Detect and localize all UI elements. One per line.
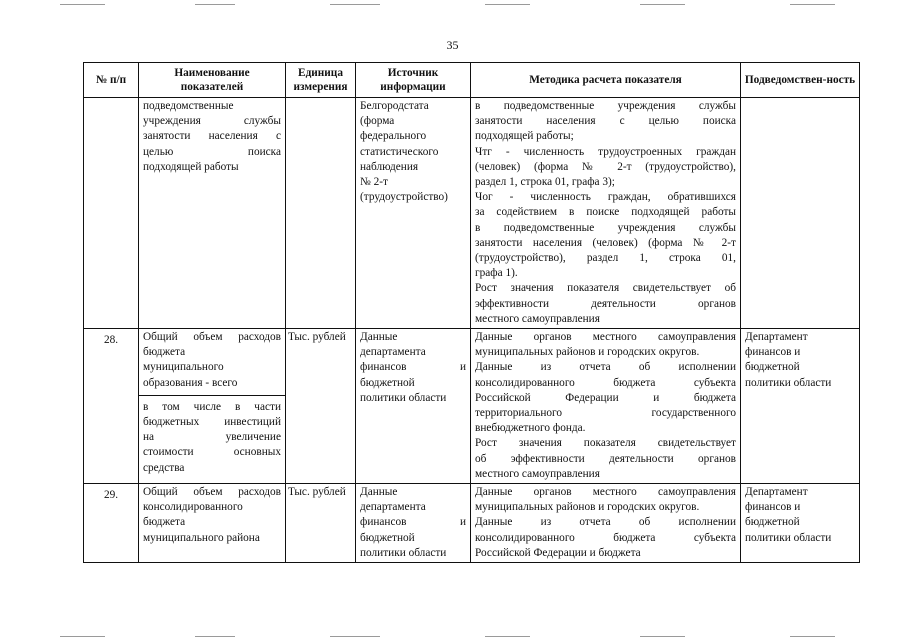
method-text [475, 330, 736, 482]
method-text [475, 485, 736, 561]
text-line: в том числе в части [143, 400, 281, 413]
text-line: занятости населения с целью поиска [475, 115, 736, 128]
scan-edge-mark [195, 4, 235, 5]
text-line: подходящей работы [143, 160, 239, 173]
text-line: № 2-т [360, 176, 388, 189]
text-line: консолидированного бюджета субъекта [475, 376, 736, 389]
page-number: 35 [446, 38, 459, 52]
indicators-table [83, 62, 860, 563]
name-subsection [139, 395, 285, 476]
subordination-text [745, 485, 855, 546]
text-line: Департамент [745, 331, 808, 344]
text-line: бюджетной [745, 361, 800, 374]
header-method: Методика расчета показателя [471, 63, 741, 98]
text-line: Рост значения показателя свидетельствует [475, 437, 736, 450]
text-line: подходящей работы; [475, 130, 574, 143]
text-line: статистического [360, 145, 439, 158]
text-line: занятости населения (человек) (форма № 2-т [475, 236, 736, 249]
header-name: Наименование показателей [139, 63, 286, 98]
scan-edge-mark [790, 636, 835, 637]
cell-num [84, 98, 139, 329]
scan-edge-mark [485, 636, 530, 637]
text-line: Данные [360, 331, 398, 344]
cell-source [356, 329, 471, 484]
scan-edge-mark [60, 4, 105, 5]
text-line: об эффективности деятельности органов [475, 452, 736, 465]
text-line: консолидированного бюджета субъекта [475, 531, 736, 544]
text-line: наблюдения [360, 160, 419, 173]
cell-unit: Тыс. рублей [286, 329, 356, 484]
cell-num: 28. [84, 329, 139, 484]
text-line: муниципальных районов и городских округов. [475, 501, 700, 514]
text-line: финансов и [360, 361, 466, 374]
source-text [360, 330, 466, 406]
text-line: политики области [360, 546, 447, 559]
text-line: за содействием в поиске подходящей работы [475, 206, 736, 219]
text-line: политики области [745, 531, 832, 544]
text-line: подведомственные [143, 100, 234, 112]
text-line: целью поиска [143, 145, 281, 158]
subordination-text [745, 330, 855, 391]
cell-name [139, 98, 286, 329]
text-line: образования - всего [143, 376, 238, 389]
text-line: внебюджетного фонда. [475, 422, 586, 435]
text-line: Общий объем расходов [143, 331, 281, 344]
text-line: бюджетной [360, 376, 415, 389]
text-line: Данные органов местного самоуправления [475, 331, 736, 344]
scan-edge-mark [790, 4, 835, 5]
text-line: занятости населения с [143, 130, 281, 143]
text-line: муниципального района [143, 531, 260, 544]
scan-edge-mark [640, 4, 685, 5]
scan-edge-mark [640, 636, 685, 637]
cell-name [139, 329, 286, 484]
text-line: Данные органов местного самоуправления [475, 486, 736, 499]
text-line: эффективности деятельности органов [475, 297, 736, 310]
text-line: Чог - численность граждан, обратившихся [475, 191, 736, 204]
text-line: Данные [360, 486, 398, 499]
scan-edge-mark [60, 636, 105, 637]
text-line: (трудоустройство) [360, 191, 448, 204]
text-line: на увеличение [143, 431, 281, 444]
text-line: в подведомственные учреждения службы [475, 221, 736, 234]
cell-source [356, 98, 471, 329]
cell-subordination [741, 484, 860, 563]
text-line: департамента [360, 501, 426, 514]
cell-method [471, 98, 741, 329]
text-line: местного самоуправления [475, 312, 600, 325]
text-line: финансов и [360, 516, 466, 529]
text-line: бюджетных инвестиций [143, 416, 281, 429]
cell-method [471, 329, 741, 484]
source-text [360, 485, 466, 561]
cell-subordination [741, 98, 860, 329]
name-text [143, 99, 281, 175]
text-line: средства [143, 461, 185, 474]
table-row-28 [84, 329, 860, 484]
text-line: бюджета [143, 346, 186, 359]
name-text [143, 485, 281, 546]
scan-edge-mark [330, 4, 380, 5]
scan-edge-mark [195, 636, 235, 637]
text-line: политики области [360, 391, 447, 404]
text-line: Департамент [745, 486, 808, 499]
scan-edge-mark [485, 4, 530, 5]
header-source: Источник информации [356, 63, 471, 98]
text-line: территориального государственного [475, 407, 736, 420]
text-line: федерального [360, 130, 427, 143]
text-line: Данные из отчета об исполнении [475, 516, 736, 529]
table-header-row [84, 63, 860, 98]
text-line: раздел 1, строка 01, графа 3); [475, 176, 615, 189]
method-text [475, 99, 736, 327]
text-line: Общий объем расходов [143, 486, 281, 499]
header-unit: Единица измерения [286, 63, 356, 98]
text-line: финансов и [745, 501, 801, 514]
text-line: (трудоустройство), раздел 1, строка 01, [475, 252, 736, 265]
text-line: консолидированного [143, 501, 243, 514]
text-line: Чтг - численность трудоустроенных граждан [475, 145, 736, 158]
text-line: Данные из отчета об исполнении [475, 361, 736, 374]
text-line: бюджета [143, 516, 186, 529]
text-line: муниципальных районов и городских округов. [475, 346, 700, 359]
name-text [143, 330, 281, 391]
text-line: муниципального [143, 361, 224, 374]
text-line: (человек) (форма № 2-т (трудоустройство), [475, 160, 736, 173]
text-line: бюджетной [745, 516, 800, 529]
text-line: Российской Федерации и бюджета [475, 391, 736, 404]
name-sub-text [143, 400, 281, 476]
cell-num: 29. [84, 484, 139, 563]
cell-method [471, 484, 741, 563]
text-line: бюджетной [360, 531, 415, 544]
header-subordination: Подведомствен-ность [741, 63, 860, 98]
header-num: № п/п [84, 63, 139, 98]
text-line: Белгородстата [360, 100, 429, 112]
text-line: Рост значения показателя свидетельствует об [475, 282, 736, 295]
cell-unit [286, 98, 356, 329]
text-line: департамента [360, 346, 426, 359]
table-row-continuation [84, 98, 860, 329]
text-line: в подведомственные учреждения службы [475, 100, 736, 112]
source-text [360, 99, 466, 205]
cell-source [356, 484, 471, 563]
scan-edge-mark [330, 636, 380, 637]
text-line: учреждения службы [143, 115, 281, 128]
text-line: местного самоуправления [475, 467, 600, 480]
cell-name [139, 484, 286, 563]
cell-unit: Тыс. рублей [286, 484, 356, 563]
cell-subordination [741, 329, 860, 484]
text-line: (форма [360, 115, 395, 128]
table-row-29 [84, 484, 860, 563]
text-line: финансов и [745, 346, 801, 359]
text-line: Российской Федерации и бюджета [475, 546, 641, 559]
text-line: политики области [745, 376, 832, 389]
text-line: стоимости основных [143, 446, 281, 459]
text-line: графа 1). [475, 267, 518, 280]
